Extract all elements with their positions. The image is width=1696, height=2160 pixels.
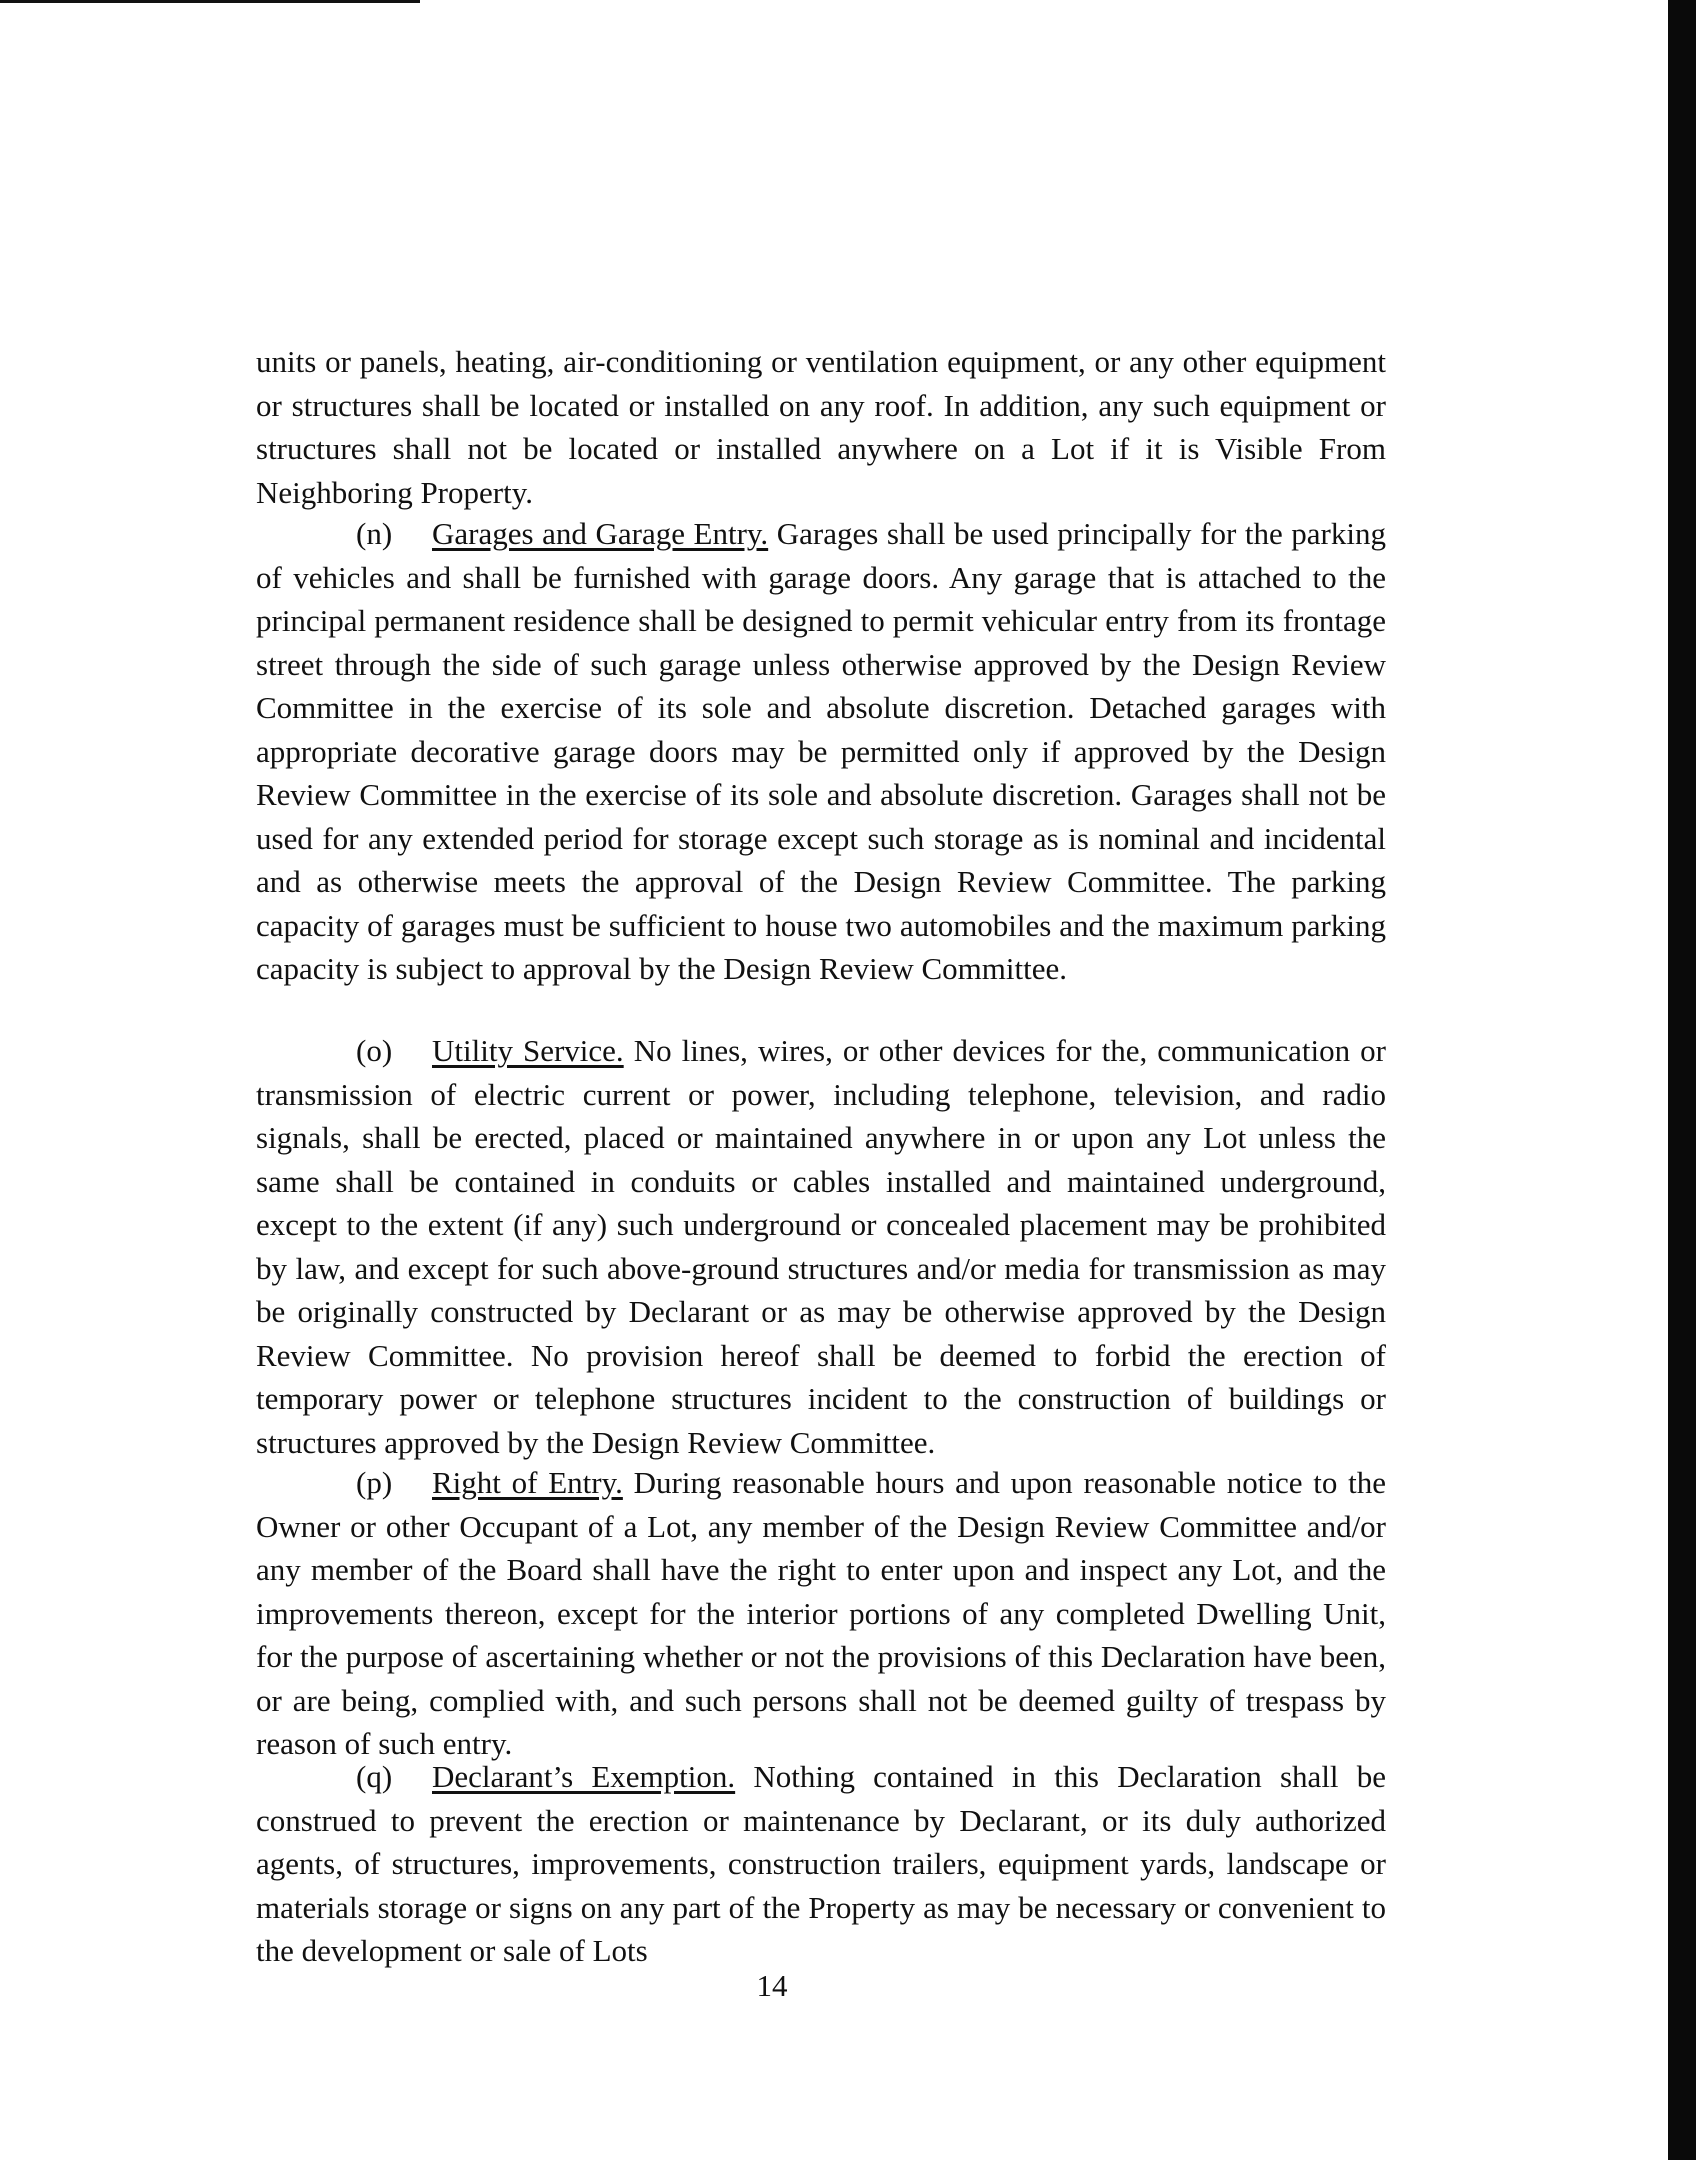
section-heading: Garages and Garage Entry. [432,516,769,551]
section-label: (p) [356,1465,393,1500]
section-paragraph [256,512,1386,991]
section-body: Nothing contained in this Declaration shall be construed to prevent the erection or maintenance by Declarant, or its duly authorized agents, of structures, improvements, construction trailers, equipment yards, landscape or materials storage or signs on any part of the Property as may be necessary or convenient to the development or sale of Lots [256,1759,1387,1968]
page-number: 14 [756,1968,788,2003]
section-paragraph [256,1029,1386,1464]
section-body: During reasonable hours and upon reasonable notice to the Owner or other Occupant of a Lot, any member of the Design Review Committee and/or any member of the Board shall have the right to enter upon and inspect any Lot, and the improvements thereon, except for the interior portions of any completed Dwelling Unit, for the purpose of ascertaining whether or not the provisions of this Declaration have been, or are being, complied with, and such persons shall not be deemed guilty of trespass by reason of such entry. [256,1465,1386,1761]
section-heading: Right of Entry. [432,1465,623,1500]
section-paragraph [256,1755,1386,1973]
paragraph-text: units or panels, heating, air-conditioning or ventilation equipment, or any other equipment or structures shall be located or installed on any roof. In addition, any such equipment or structures shall not be located or installed anywhere on a Lot if it is Visible From Neighboring Property. [256,344,1386,510]
section-o [256,1029,1386,1464]
section-label: (n) [356,516,393,551]
section-body: Garages shall be used principally for the parking of vehicles and shall be furnished with garage doors. Any garage that is attached to the principal permanent residence shall be designed to permit vehicular entry from its frontage street through the side of such garage unless otherwise approved by the Design Review Committee in the exercise of its sole and absolute discretion. Detached garages with appropriate decorative garage doors may be permitted only if approved by the Design Review Committee in the exercise of its sole and absolute discretion. Garages shall not be used for any extended period for storage except such storage as is nominal and incidental and as otherwise meets the approval of the Design Review Committee. The parking capacity of garages must be sufficient to house two automobiles and the maximum parking capacity is subject to approval by the Design Review Committee. [256,516,1386,986]
section-label: (q) [356,1759,393,1794]
section-p [256,1461,1386,1766]
section-heading: Declarant’s Exemption. [432,1759,736,1794]
section-n [256,512,1386,991]
section-paragraph [256,1461,1386,1766]
continued-paragraph [256,340,1386,514]
section-q [256,1755,1386,1973]
section-body: No lines, wires, or other devices for the, communication or transmission of electric current or power, including telephone, television, and radio signals, shall be erected, placed or maintained anywhere in or upon any Lot unless the same shall be contained in conduits or cables installed and maintained underground, except to the extent (if any) such underground or concealed placement may be prohibited by law, and except for such above-ground structures and/or media for transmission as may be originally constructed by Declarant or as may be otherwise approved by the Design Review Committee. No provision hereof shall be deemed to forbid the erection of temporary power or telephone structures incident to the construction of buildings or structures approved by the Design Review Committee. [256,1033,1386,1460]
section-heading: Utility Service. [432,1033,624,1068]
scan-top-rule [0,0,420,3]
scan-right-edge [1668,0,1696,2160]
section-label: (o) [356,1033,393,1068]
